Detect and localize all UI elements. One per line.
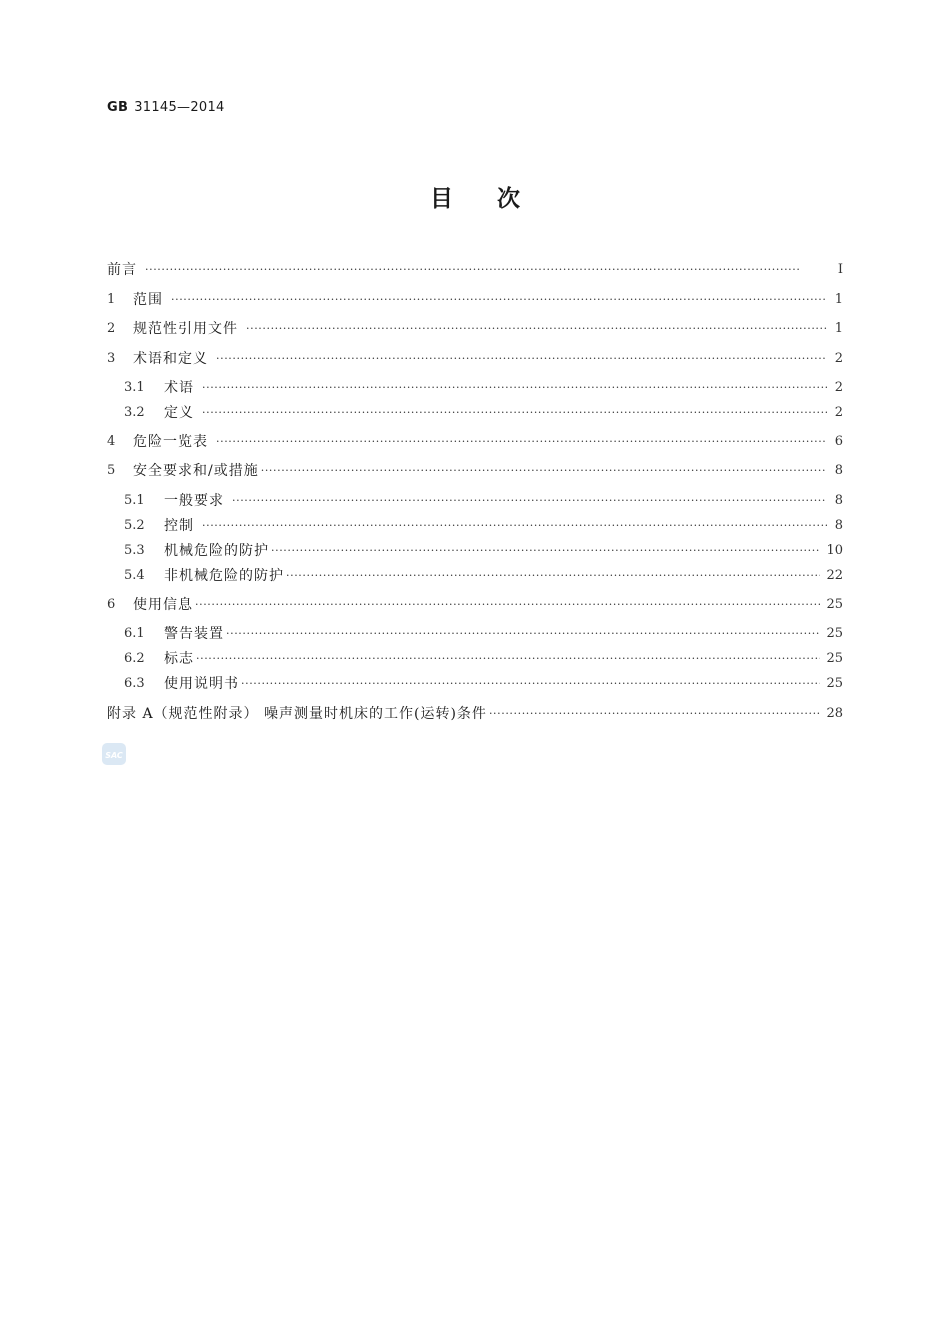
toc-page: 2	[834, 405, 843, 420]
toc-leader	[216, 348, 827, 370]
toc-number: 6.2	[124, 651, 145, 666]
toc-entry-6[interactable]	[107, 594, 843, 616]
page-title	[0, 180, 950, 213]
toc-label: 前言	[107, 262, 137, 278]
toc-label: 定义	[164, 405, 194, 421]
toc-page: Ⅰ	[837, 262, 843, 277]
toc-label: 警告装置	[164, 626, 224, 642]
toc-page: 25	[826, 626, 843, 641]
toc-page: 8	[834, 518, 843, 533]
toc-page: 25	[826, 597, 843, 612]
toc-page: 22	[826, 568, 843, 583]
toc-number: 3.2	[124, 405, 145, 420]
toc-page: 2	[834, 351, 843, 366]
toc-page: 8	[834, 493, 843, 508]
toc-page: 1	[834, 292, 843, 307]
toc-label: 危险一览表	[133, 434, 208, 450]
toc-entry-5[interactable]	[107, 460, 843, 482]
toc-number: 6	[107, 597, 116, 612]
toc-label: 规范性引用文件	[133, 321, 238, 337]
toc-page: 1	[834, 321, 843, 336]
toc-leader	[226, 623, 820, 645]
toc-leader	[232, 490, 827, 512]
toc-number: 6.3	[124, 676, 145, 691]
toc-leader	[202, 402, 827, 424]
toc-leader	[271, 540, 820, 562]
toc-number: 3	[107, 351, 116, 366]
toc-entry-6-3[interactable]	[107, 673, 843, 695]
toc-number: 5.2	[124, 518, 145, 533]
toc-entry-3[interactable]	[107, 348, 843, 370]
toc-leader	[261, 460, 827, 482]
toc-entry-5-4[interactable]	[107, 565, 843, 587]
toc-page: 2	[834, 380, 843, 395]
toc-label: 机械危险的防护	[164, 543, 269, 559]
toc-leader	[246, 318, 827, 340]
toc-label: 标志	[164, 651, 194, 667]
toc-label: 术语和定义	[133, 351, 208, 367]
title-char-2: 次	[497, 186, 520, 212]
toc-page: 25	[826, 676, 843, 691]
toc-entry-1[interactable]	[107, 289, 843, 311]
toc-label: 使用说明书	[164, 676, 239, 692]
toc-number: 5.3	[124, 543, 145, 558]
toc-number: 1	[107, 292, 116, 307]
toc-entry-5-3[interactable]	[107, 540, 843, 562]
toc-page: 10	[826, 543, 843, 558]
toc-number: 5	[107, 463, 116, 478]
toc-number: 2	[107, 321, 116, 336]
toc-leader	[202, 377, 827, 399]
toc-page: 8	[834, 463, 843, 478]
toc-entry-3-1[interactable]	[107, 377, 843, 399]
toc-leader	[489, 703, 821, 725]
toc-label: 范围	[133, 292, 163, 308]
toc-entry-foreword[interactable]	[107, 259, 843, 281]
toc-label: 附录 A（规范性附录） 噪声测量时机床的工作(运转)条件	[107, 706, 487, 722]
toc-leader	[196, 648, 820, 670]
toc-entry-5-2[interactable]	[107, 515, 843, 537]
toc-entry-2[interactable]	[107, 318, 843, 340]
toc-leader	[171, 289, 827, 311]
toc-page: 6	[834, 434, 843, 449]
toc-label: 一般要求	[164, 493, 224, 509]
toc-label: 非机械危险的防护	[164, 568, 284, 584]
toc-number: 5.4	[124, 568, 145, 583]
toc-leader	[202, 515, 827, 537]
toc-entry-annex-a[interactable]	[107, 703, 843, 725]
toc-leader	[241, 673, 820, 695]
standard-number: 31145—2014	[134, 100, 225, 115]
toc-number: 5.1	[124, 493, 145, 508]
toc-page: 25	[826, 651, 843, 666]
toc-leader	[216, 431, 827, 453]
toc-label: 术语	[164, 380, 194, 396]
toc-label: 使用信息	[133, 597, 193, 613]
toc-entry-4[interactable]	[107, 431, 843, 453]
toc-leader	[145, 259, 827, 281]
toc-number: 4	[107, 434, 116, 449]
toc-entry-6-2[interactable]	[107, 648, 843, 670]
toc-leader	[195, 594, 820, 616]
toc-number: 3.1	[124, 380, 145, 395]
toc-leader	[286, 565, 820, 587]
toc-entry-3-2[interactable]	[107, 402, 843, 424]
sac-watermark-logo	[101, 741, 127, 767]
toc-number: 6.1	[124, 626, 145, 641]
toc-label: 控制	[164, 518, 194, 534]
toc-label: 安全要求和/或措施	[133, 463, 259, 479]
watermark-text: SAC	[105, 751, 123, 760]
standard-prefix: GB	[107, 100, 129, 115]
standard-code	[107, 100, 225, 115]
toc-entry-6-1[interactable]	[107, 623, 843, 645]
title-char-1: 目	[430, 186, 453, 212]
toc-entry-5-1[interactable]	[107, 490, 843, 512]
toc-page: 28	[826, 706, 843, 721]
